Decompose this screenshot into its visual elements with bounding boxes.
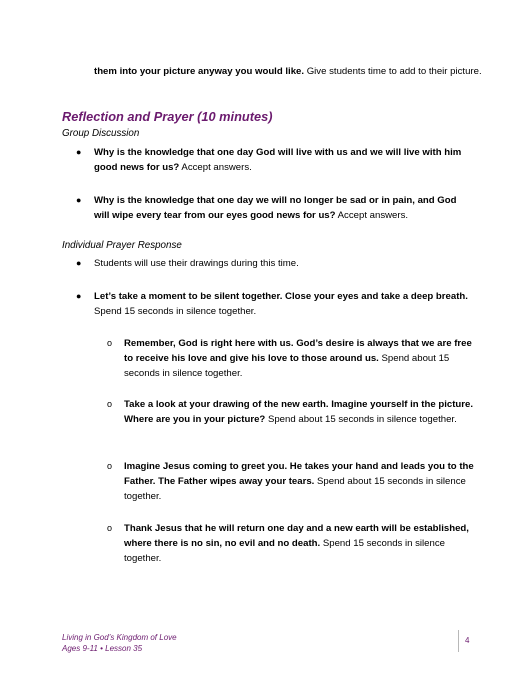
page-footer xyxy=(62,632,177,654)
prayer-sub-item: Imagine Jesus coming to greet you. He takes your hand and leads you to the Father. The Father wipes away your tears. Spend about 15 seconds in silence together. xyxy=(124,461,474,502)
bullet-dot: ● xyxy=(76,195,82,205)
circle-bullet: o xyxy=(107,338,113,348)
circle-bullet: o xyxy=(107,523,113,533)
page-number: 4 xyxy=(465,636,470,645)
section-heading: Reflection and Prayer (10 minutes) xyxy=(62,109,273,124)
prayer-item: Let’s take a moment to be silent together. Close your eyes and take a deep breath. Spend 15 seconds in silence together. xyxy=(94,291,468,317)
bullet-dot: ● xyxy=(76,291,82,301)
footer-lesson: Ages 9-11 • Lesson 35 xyxy=(62,644,143,653)
discussion-item: Why is the knowledge that one day we will no longer be sad or in pain, and God will wipe every tear from our eyes good news for us? Accept answers. xyxy=(94,195,457,221)
circle-bullet: o xyxy=(107,461,113,471)
prayer-sub-item: Remember, God is right here with us. God’s desire is always that we are free to receive his love and give his love to those around us. Spend about 15 seconds in silence together. xyxy=(124,338,472,379)
discussion-item: Why is the knowledge that one day God will live with us and we will live with him good news for us? Accept answers. xyxy=(94,147,462,173)
footer-divider xyxy=(458,630,459,652)
prayer-item: Students will use their drawings during this time. xyxy=(94,258,299,269)
circle-bullet: o xyxy=(107,399,113,409)
intro-continuation: them into your picture anyway you would like. Give students time to add to their picture. xyxy=(94,66,482,77)
bullet-dot: ● xyxy=(76,147,82,157)
prayer-sub-item: Thank Jesus that he will return one day and a new earth will be established, where there is no sin, no evil and no death. Spend 15 seconds in silence together. xyxy=(124,523,469,564)
individual-prayer-label: Individual Prayer Response xyxy=(62,240,182,251)
footer-title: Living in God’s Kingdom of Love xyxy=(62,633,177,642)
group-discussion-label: Group Discussion xyxy=(62,128,140,139)
bullet-dot: ● xyxy=(76,258,82,268)
prayer-sub-item: Take a look at your drawing of the new earth. Imagine yourself in the picture. Where are you in your picture? Spend about 15 seconds in silence together. xyxy=(124,399,473,425)
